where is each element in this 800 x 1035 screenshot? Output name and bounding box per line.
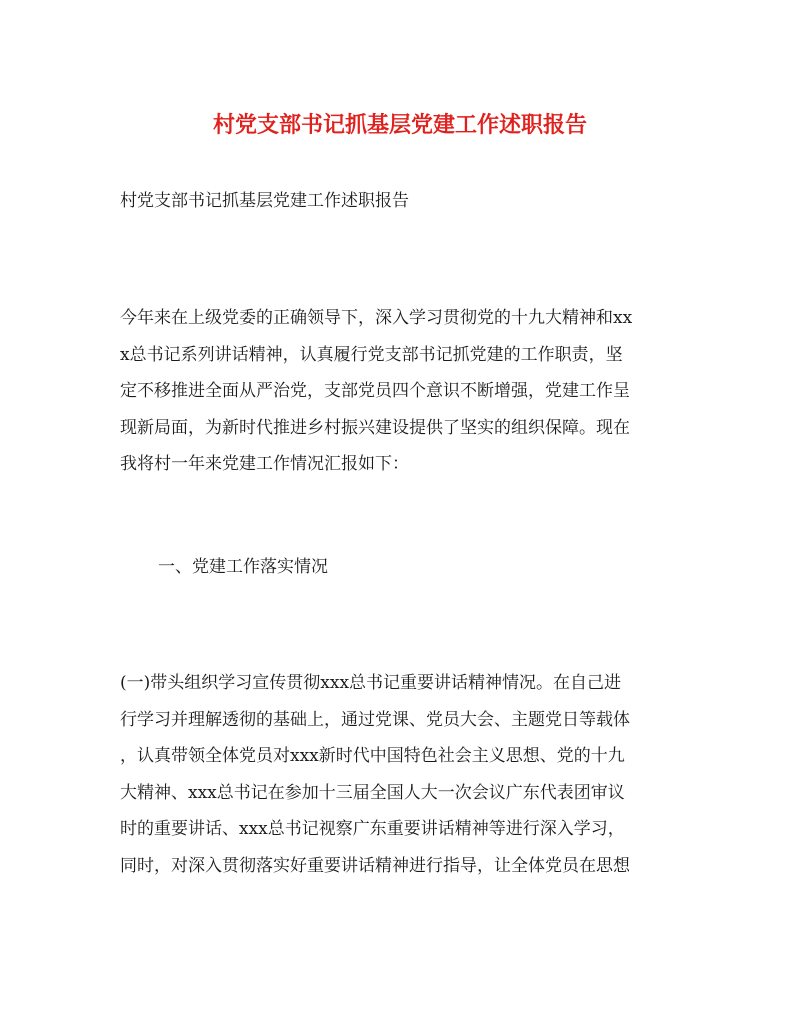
paragraph-line: 今年来在上级党委的正确领导下，深入学习贯彻党的十九大精神和xx: [120, 308, 633, 328]
paragraph-line: 我将村一年来党建工作情况汇报如下：: [120, 454, 409, 474]
paragraph-line: 大精神、xxx总书记在参加十三届全国人大一次会议广东代表团审议: [120, 782, 625, 803]
section-heading: 一、党建工作落实情况: [158, 557, 328, 577]
paragraph-line: 同时，对深入贯彻落实好重要讲话精神进行指导，让全体党员在思想: [120, 855, 630, 876]
intro-paragraph: [120, 300, 680, 483]
paragraph-line: 行学习并理解透彻的基础上，通过党课、党员大会、主题党日等载体: [120, 709, 630, 730]
section-paragraph: [120, 665, 680, 884]
paragraph-line: 现新局面，为新时代推进乡村振兴建设提供了坚实的组织保障。现在: [120, 417, 630, 438]
paragraph-line: ，认真带领全体党员对xxx新时代中国特色社会主义思想、党的十九: [120, 746, 625, 766]
document-subtitle: 村党支部书记抓基层党建工作述职报告: [120, 191, 409, 211]
paragraph-line: 时的重要讲话、xxx总书记视察广东重要讲话精神等进行深入学习，: [120, 819, 625, 839]
paragraph-line: x总书记系列讲话精神，认真履行党支部书记抓党建的工作职责，坚: [120, 344, 623, 365]
paragraph-line: 定不移推进全面从严治党，支部党员四个意识不断增强，党建工作呈: [120, 381, 630, 401]
document-title: 村党支部书记抓基层党建工作述职报告: [212, 112, 587, 138]
paragraph-line: (一)带头组织学习宣传贯彻xxx总书记重要讲话精神情况。在自己进: [120, 673, 622, 693]
